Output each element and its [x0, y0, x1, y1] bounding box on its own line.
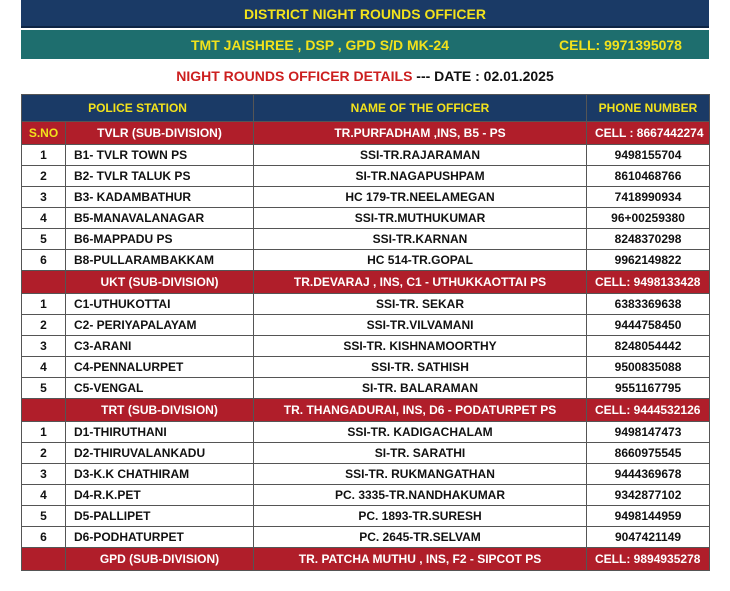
serial-number-header	[22, 399, 66, 422]
police-station: B5-MANAVALANAGAR	[66, 208, 254, 229]
officer-name: PC. 1893-TR.SURESH	[254, 506, 587, 527]
column-header-name: NAME OF THE OFFICER	[254, 95, 587, 122]
police-station: C3-ARANI	[66, 336, 254, 357]
phone-number: 9342877102	[587, 485, 710, 506]
police-station: C4-PENNALURPET	[66, 357, 254, 378]
phone-number: 9444369678	[587, 464, 710, 485]
phone-number: 9047421149	[587, 527, 710, 548]
column-header-station: POLICE STATION	[22, 95, 254, 122]
row-number: 3	[22, 464, 66, 485]
table-row	[22, 485, 710, 506]
officer-name: SSI-TR. KADIGACHALAM	[254, 422, 587, 443]
row-number: 4	[22, 485, 66, 506]
officer-name: SI-TR. SARATHI	[254, 443, 587, 464]
phone-number: 8610468766	[587, 166, 710, 187]
police-station: B1- TVLR TOWN PS	[66, 145, 254, 166]
subdivision-row	[22, 122, 710, 145]
phone-number: 96+00259380	[587, 208, 710, 229]
officer-name: HC 179-TR.NEELAMEGAN	[254, 187, 587, 208]
subdivision-cell: CELL: 9444532126	[587, 399, 710, 422]
table-row	[22, 336, 710, 357]
police-station: D3-K.K CHATHIRAM	[66, 464, 254, 485]
phone-number: 9498155704	[587, 145, 710, 166]
officer-name: SSI-TR.RAJARAMAN	[254, 145, 587, 166]
row-number: 3	[22, 187, 66, 208]
row-number: 2	[22, 443, 66, 464]
subdivision-name: TVLR (SUB-DIVISION)	[66, 122, 254, 145]
row-number: 5	[22, 506, 66, 527]
row-number: 1	[22, 145, 66, 166]
subdivision-name: GPD (SUB-DIVISION)	[66, 548, 254, 571]
phone-number: 9500835088	[587, 357, 710, 378]
table-row	[22, 443, 710, 464]
officer-name: PC. 3335-TR.NANDHAKUMAR	[254, 485, 587, 506]
officer-name: SSI-TR. SATHISH	[254, 357, 587, 378]
police-station: D6-PODHATURPET	[66, 527, 254, 548]
subdivision-cell: CELL : 8667442274	[587, 122, 710, 145]
subdivision-officer: TR.PURFADHAM ,INS, B5 - PS	[254, 122, 587, 145]
details-label: NIGHT ROUNDS OFFICER DETAILS	[176, 68, 413, 84]
serial-number-header: S.NO	[22, 122, 66, 145]
row-number: 6	[22, 250, 66, 271]
row-number: 1	[22, 294, 66, 315]
subdivision-cell: CELL: 9498133428	[587, 271, 710, 294]
subdivision-officer: TR. PATCHA MUTHU , INS, F2 - SIPCOT PS	[254, 548, 587, 571]
phone-number: 9498147473	[587, 422, 710, 443]
row-number: 1	[22, 422, 66, 443]
officer-name: SSI-TR. RUKMANGATHAN	[254, 464, 587, 485]
column-header-phone: PHONE NUMBER	[587, 95, 710, 122]
district-officer-banner	[21, 30, 709, 59]
table-row	[22, 294, 710, 315]
police-station: C5-VENGAL	[66, 378, 254, 399]
subdivision-name: UKT (SUB-DIVISION)	[66, 271, 254, 294]
row-number: 5	[22, 229, 66, 250]
district-officer-title: DISTRICT NIGHT ROUNDS OFFICER	[21, 0, 709, 28]
table-row	[22, 422, 710, 443]
district-officer-name: TMT JAISHREE , DSP , GPD S/D MK-24	[190, 36, 449, 53]
table-row	[22, 527, 710, 548]
phone-number: 9962149822	[587, 250, 710, 271]
serial-number-header	[22, 271, 66, 294]
phone-number: 9498144959	[587, 506, 710, 527]
police-station: D2-THIRUVALANKADU	[66, 443, 254, 464]
row-number: 4	[22, 357, 66, 378]
officer-name: SI-TR. BALARAMAN	[254, 378, 587, 399]
details-subtitle	[0, 68, 730, 84]
police-station: C1-UTHUKOTTAI	[66, 294, 254, 315]
police-station: C2- PERIYAPALAYAM	[66, 315, 254, 336]
subdivision-name: TRT (SUB-DIVISION)	[66, 399, 254, 422]
officer-name: SI-TR.NAGAPUSHPAM	[254, 166, 587, 187]
night-rounds-table	[21, 94, 710, 571]
table-row	[22, 506, 710, 527]
phone-number: 8248370298	[587, 229, 710, 250]
police-station: D1-THIRUTHANI	[66, 422, 254, 443]
subdivision-row	[22, 399, 710, 422]
details-date: --- DATE : 02.01.2025	[412, 68, 554, 84]
subdivision-row	[22, 548, 710, 571]
table-row	[22, 464, 710, 485]
phone-number: 6383369638	[587, 294, 710, 315]
officer-name: SSI-TR.KARNAN	[254, 229, 587, 250]
officer-name: SSI-TR. KISHNAMOORTHY	[254, 336, 587, 357]
police-station: B2- TVLR TALUK PS	[66, 166, 254, 187]
subdivision-row	[22, 271, 710, 294]
row-number: 3	[22, 336, 66, 357]
officer-name: HC 514-TR.GOPAL	[254, 250, 587, 271]
subdivision-cell: CELL: 9894935278	[587, 548, 710, 571]
phone-number: 9444758450	[587, 315, 710, 336]
table-row	[22, 229, 710, 250]
table-row	[22, 378, 710, 399]
subdivision-officer: TR. THANGADURAI, INS, D6 - PODATURPET PS	[254, 399, 587, 422]
table-row	[22, 145, 710, 166]
table-row	[22, 187, 710, 208]
table-row	[22, 250, 710, 271]
row-number: 4	[22, 208, 66, 229]
table-row	[22, 208, 710, 229]
phone-number: 7418990934	[587, 187, 710, 208]
officer-name: PC. 2645-TR.SELVAM	[254, 527, 587, 548]
table-header-row	[22, 95, 710, 122]
district-officer-cell: CELL: 9971395078	[559, 36, 682, 53]
row-number: 6	[22, 527, 66, 548]
police-station: D5-PALLIPET	[66, 506, 254, 527]
phone-number: 8248054442	[587, 336, 710, 357]
night-rounds-table-body	[22, 95, 710, 571]
row-number: 2	[22, 315, 66, 336]
phone-number: 8660975545	[587, 443, 710, 464]
officer-name: SSI-TR.MUTHUKUMAR	[254, 208, 587, 229]
phone-number: 9551167795	[587, 378, 710, 399]
table-row	[22, 315, 710, 336]
officer-name: SSI-TR. SEKAR	[254, 294, 587, 315]
police-station: B8-PULLARAMBAKKAM	[66, 250, 254, 271]
police-station: B6-MAPPADU PS	[66, 229, 254, 250]
serial-number-header	[22, 548, 66, 571]
row-number: 5	[22, 378, 66, 399]
police-station: B3- KADAMBATHUR	[66, 187, 254, 208]
subdivision-officer: TR.DEVARAJ , INS, C1 - UTHUKKAOTTAI PS	[254, 271, 587, 294]
table-row	[22, 357, 710, 378]
row-number: 2	[22, 166, 66, 187]
table-row	[22, 166, 710, 187]
police-station: D4-R.K.PET	[66, 485, 254, 506]
officer-name: SSI-TR.VILVAMANI	[254, 315, 587, 336]
